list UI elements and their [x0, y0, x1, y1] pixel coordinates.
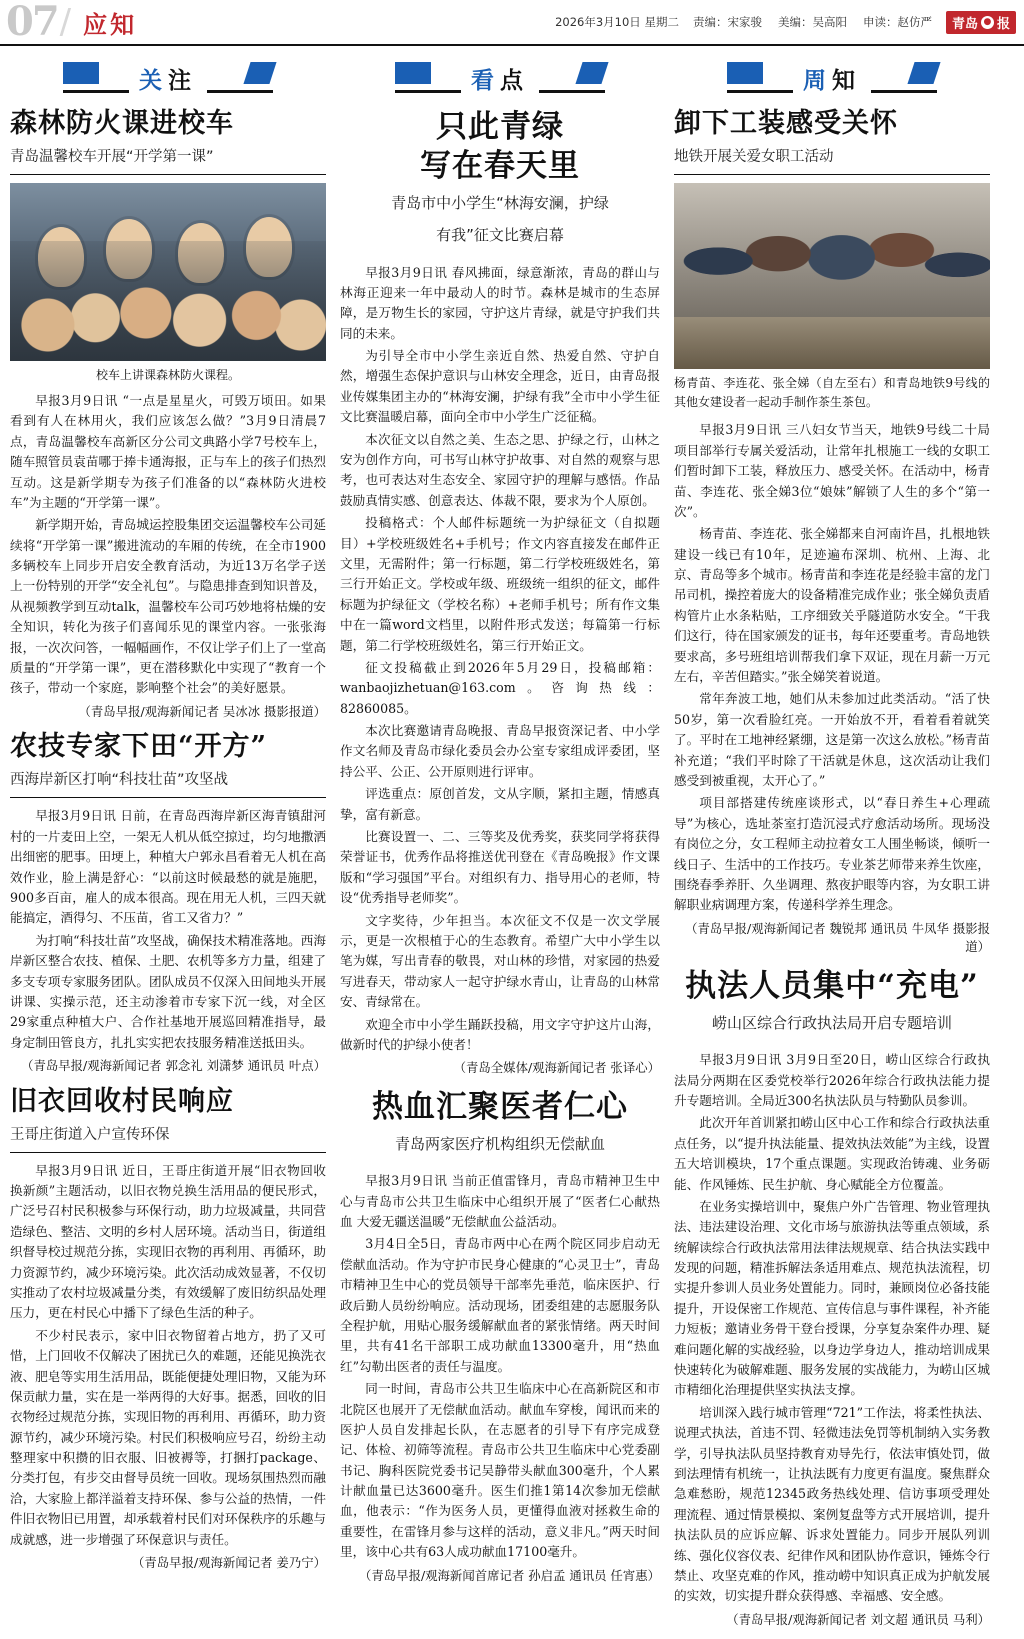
middle-article2-byline: （青岛早报/观海新闻首席记者 孙启孟 通讯员 任宵惠） — [359, 1567, 660, 1583]
middle-article1-subhead-line2: 有我”征文比赛启幕 — [436, 226, 564, 244]
left-article1-subhead: 青岛温馨校车开展“开学第一课” — [10, 147, 326, 175]
middle-article1-paragraph-10: 欢迎全市中小学生踊跃投稿，用文字守护这片山海，做新时代的护绿小使者！ — [340, 1016, 660, 1052]
ribbon-block-left-icon — [395, 62, 431, 84]
credit-proofreader: 申读：赵仿严 — [862, 15, 932, 29]
editor-credits — [693, 14, 932, 30]
left-article2-paragraph-2: 为打响“科技壮苗”攻坚战，确保技术精准落地。西海岸新区整合农技、植保、土肥、农机等多方力量，组建了多支专项专家服务团队。团队成员不仅深入田间地头开展讲课、实操示范，还主动渗着市专家下沉一线，对全区29家重点种植大户、合作社基地开展巡回精准指导，最身定制田管良方，扎扎实实把农技服务精准送抵田头。 — [10, 932, 326, 1050]
middle-article1-headline-line1: 只此青绿 — [436, 109, 564, 145]
left-article2-byline: （青岛早报/观海新闻记者 郭念礼 刘潇梦 通讯员 叶点） — [21, 1058, 326, 1074]
left-article2-paragraph-1: 早报3月9日讯 日前，在青岛西海岸新区海青镇甜河村的一片麦田上空，一架无人机从低空掠过，均匀地撒洒出细密的肥事。田埂上，种植大户郭永昌看着无人机在高效作业，脸上满是舒心：“以前这时候最愁的就是施肥，900多百亩，雇人的成本很高。现在用无人机，三四天就能搞定，酒得匀、不压苗，省工又省力？” — [10, 808, 326, 926]
credit-designer: 美编：吴高阳 — [777, 15, 847, 29]
right-article2-paragraph-3: 在业务实操培训中，聚焦户外广告管理、物业管理执法、违法建设治理、文化市场与旅游执法等重点领域，系统解读综合行政执法常用法律法规规章、结合执法实践中发现的问题，精准拆解法条适用难点、规范执法流程，切实提升参训人员业务处置能力。同时，兼顾岗位必备技能提升，开设保密工作规范、宣传信息与事件课程，补齐能力短板；邀请业务骨干登台授课，分享复杂案件办理、疑难问题化解的实战经验，以身边学身边人，推动培训成果快速转化为破解难题、服务发展的实战能力，为崂山区城市精细化治理提供坚实执法支撑。 — [674, 1198, 990, 1398]
middle-article1-paragraph-5: 征文投稿截止到2026年5月29日，投稿邮箱：wanbaojizhetuan@163.com。咨询热线：82860085。 — [340, 659, 660, 716]
ribbon-left — [10, 58, 326, 98]
middle-article2-paragraph-1: 早报3月9日讯 当前正值雷锋月，青岛市精神卫生中心与青岛市公共卫生临床中心组织开展了“医者仁心献热血 大爱无疆送温暖”无偿献血公益活动。 — [340, 1173, 660, 1229]
left-article2-subhead: 西海岸新区打响“科技壮苗”攻坚战 — [10, 770, 326, 798]
left-article3-byline: （青岛早报/观海新闻记者 姜乃宁） — [132, 1555, 326, 1571]
masthead-meta — [555, 11, 1024, 34]
right-article1-paragraph-4: 项目部搭建传统座谈形式，以“春日养生+心理疏导”为核心，选址茶室打造沉浸式疗愈活动场所。现场没有岗位之分，女工程师主动拉着女工人围坐畅谈，倾听一线日子、生活中的工作技巧。专业茶艺师带来养生饮座，围绕春季养肝、久坐调理、熬夜护眼等内容，为女职工讲解职业病调理方案，传递科学养生理念。 — [674, 795, 990, 913]
left-article3-paragraph-1: 早报3月9日讯 近日，王哥庄街道开展“旧衣物回收换新颜”主题活动，以旧衣物兑换生活用品的便民形式，广泛号召村民积极参与环保行动，助力垃圾减量，共同营造绿色、整洁、文明的乡村人居环境。活动当日，街道组织督导校过规范分拣，实现旧衣物的再利用、再循环，助力资源节约，减少环境污染。此次活动成效显著，不仅切实推动了农村垃圾减量分类，有效缓解了废旧纺织品处理压力，更在村民心中播下了绿色生活的种子。 — [10, 1162, 326, 1321]
masthead-slash: / — [59, 2, 72, 42]
ribbon-middle — [340, 58, 660, 98]
middle-article1-paragraph-8: 比赛设置一、二、三等奖及优秀奖，获奖同学将获得荣誉证书，优秀作品将推送优刊登在《青岛晚报》作文课版和“学习强国”平台。对组织有力、指导用心的老师，特设“优秀指导老师奖”。 — [340, 829, 660, 906]
left-article3-headline: 旧衣回收村民响应 — [10, 1085, 234, 1117]
masthead — [0, 0, 1024, 46]
ribbon-block-left-icon — [727, 62, 763, 84]
left-article1-paragraph-1: 早报3月9日讯 “一点是星星火，可毁万顷田。如果看到有人在林用火，我们应该怎么做？”3月9日清晨7点，青岛温馨校车高新区分公司文典路小学7号校车上，随车照管员袁苗哪于捧卡通海报，正与车上的孩子们热烈互动。这是新学期专为孩子们准备的以“森林防火进校车”为主题的“开学第一课”。 — [10, 392, 326, 510]
right-article1-paragraph-3: 常年奔波工地，她们从未参加过此类活动。“活了快50岁，第一次看脸红亮。一开始放不开，看着看着就笑了。平时在工地神经紧绷，这是第一次这么放松。”杨青苗补充道；“我们平时除了干活就是休息，这次活动让我们感受到被重视，太开心了。” — [674, 691, 990, 788]
ribbon-middle-text — [461, 62, 539, 95]
middle-article1-paragraph-7: 评选重点：原创首发，文从字顺，紧扣主题，情感真挚，富有新意。 — [340, 786, 660, 822]
ribbon-right-rest: 知 — [832, 67, 861, 94]
middle-article2-paragraph-2: 3月4日全5日，青岛市两中心在两个院区同步启动无偿献血活动。作为守护市民身心健康的“心灵卫士”，青岛市精神卫生中心的党员领导干部率先垂范，临床医护、行政后勤人员纷纷响应。活动现场，团委组建的志愿服务队全程护航，用贴心服务缓解献血者的紧张情绪。两天时间里，共有41名干部职工成功献血13300毫升，用“热血红”勾勒出医者的责任与温度。 — [340, 1236, 660, 1374]
page-body — [0, 46, 1024, 1639]
right-article2-paragraph-4: 培训深入践行城市管理“721”工作法，将柔性执法、说理式执法，首违不罚、轻微违法免罚等机制纳入实务教学，引导执法队员坚持教育劝导先行，依法审慎处罚，做到法理情有机统一，让执法既有力度更有温度。聚焦群众急难愁盼，规范12345政务热线处理、信访事项受理处理流程、通过情景模拟、案例复盘等方式开展培训，提升执法队员的应诉应解、诉求处置能力。同步开展队列训练、强化仪容仪表、纪律作风和团队协作意识，锤炼令行禁止、攻坚克难的作风，推动崂中知识真正成为护航发展的实效，切实提升群众获得感、幸福感、安全感。 — [674, 1404, 990, 1604]
middle-article1-paragraph-1: 早报3月9日讯 春风拂面，绿意渐浓，青岛的群山与林海正迎来一年中最动人的时节。森林是城市的生态屏障，是万物生长的家园，守护这片青绿，就是守护我们共同的未来。 — [340, 264, 660, 341]
ribbon-right-emphasis: 周 — [803, 67, 832, 94]
right-article2-paragraph-2: 此次开年首训紧扣崂山区中心工作和综合行政执法重点任务，以“提升执法能量、提效执法效能”为主线，设置五大培训模块，17个重点课题。实现政治铸魂、业务砺能、作风锤炼、民生护航、身心赋能全方位覆盖。 — [674, 1115, 990, 1192]
right-article1-paragraph-2: 杨青苗、李连花、张全娣都来自河南许昌，扎根地铁建设一线已有10年，足迹遍布深圳、杭州、上海、北京、青岛等多个城市。杨青苗和李连花是经验丰富的龙门吊司机，操控着庞大的设备精准完成作业；张全娣负责盾构管片止水条粘贴，工序细致关乎隧道防水安全。“干我们这行，待在国家颁发的证书，每年还要重考。青岛地铁要求高，多号班组培训帮我们拿下双证，现在月薪一万元左右，辛苦但踏实。”张全娣笑着说道。 — [674, 526, 990, 685]
photo-school-bus — [10, 183, 326, 361]
section-label: 应知 — [77, 5, 143, 40]
ribbon-left-rest: 注 — [168, 67, 197, 94]
middle-article2-headline: 热血汇聚医者仁心 — [372, 1088, 628, 1125]
middle-article1-byline: （青岛全媒体/观海新闻记者 张译心） — [453, 1060, 660, 1076]
right-article1-photo-caption: 杨青苗、李连花、张全娣（自左至右）和青岛地铁9号线的其他女建设者一起动手制作茶生茶包。 — [674, 375, 990, 410]
logo-text-right: 报 — [996, 16, 1010, 32]
column-left — [10, 52, 326, 1639]
ribbon-right-text — [793, 62, 871, 95]
ribbon-middle-rest: 点 — [500, 67, 529, 94]
middle-article1-paragraph-4: 投稿格式：个人邮件标题统一为护绿征文（自拟题目）+学校班级姓名+手机号；作文内容直接发在邮件正文里，无需附件；第一行标题，第二行学校班级姓名，第三行开始正文。学校或年级、班级统一组织的征文，邮件标题为护绿征文（学校名称）+老师手机号；所有作文集中在一篇word文档里，以附件形式发送；每篇第一行标题，第二行学校班级姓名，第三行开始正文。 — [340, 515, 660, 653]
logo-dot-icon: ● — [981, 16, 994, 29]
right-article2-byline: （青岛早报/观海新闻记者 刘文超 通讯员 马利） — [726, 1611, 990, 1627]
right-article1-subhead: 地铁开展关爱女职工活动 — [674, 147, 990, 175]
right-article2-headline: 执法人员集中“充电” — [685, 967, 979, 1004]
middle-article2-subhead: 青岛两家医疗机构组织无偿献血 — [394, 1134, 605, 1153]
column-middle — [340, 52, 660, 1639]
middle-article2-paragraph-3: 同一时间，青岛市公共卫生临床中心在高新院区和市北院区也展开了无偿献血活动。献血车穿梭，闻讯而来的医护人员自发排起长队，在志愿者的引导下有序完成登记、体检、初筛等流程。青岛市公共卫生临床中心党委副书记、胸科医院党委书记吴静带头献血300毫升，个人累计献血量已达3600毫升。医生们推1第14次参加无偿献血，他表示：“作为医务人员，更懂得血液对拯救生命的重要性，在雷锋月参与这样的活动，意义非凡。”两天时间里，该中心共有63人成功献血17100毫升。 — [340, 1381, 660, 1560]
left-article1-byline: （青岛早报/观海新闻记者 吴冰冰 摄影报道） — [78, 703, 326, 719]
middle-article1-subhead-line1: 青岛市中小学生“林海安澜，护绿 — [391, 193, 609, 212]
left-article1-photo-caption: 校车上讲课森林防火课程。 — [95, 367, 240, 382]
middle-article1-paragraph-3: 本次征文以自然之美、生态之思、护绿之行，山林之安为创作方向，可书写山林守护故事、对自然的观察与思考，也可表达对生态安全、家园守护的理解与感悟。作品鼓励真情实感、创意表达、体裁不限，要求为个人原创。 — [340, 431, 660, 508]
ribbon-left-text — [129, 62, 207, 95]
right-article2-subhead: 崂山区综合行政执法局开启专题培训 — [711, 1013, 952, 1032]
middle-article1-headline-line2: 写在春天里 — [420, 147, 580, 184]
logo-text-left: 青岛 — [951, 16, 978, 32]
ribbon-right — [674, 58, 990, 98]
ribbon-middle-emphasis: 看 — [471, 67, 500, 94]
page-number: 07 — [6, 0, 58, 45]
right-article1-headline: 卸下工装感受关怀 — [674, 108, 898, 139]
right-article1-byline: （青岛早报/观海新闻记者 魏锐邦 通讯员 牛凤华 摄影报道） — [685, 920, 990, 955]
right-article1-paragraph-1: 早报3月9日讯 三八妇女节当天，地铁9号线二十局项目部举行专属关爱活动，让常年扎根施工一线的女职工们暂时卸下工装，释放压力、感受关怀。在活动中，杨青苗、李连花、张全娣3位“娘妹”解锁了人生的多个“第一次”。 — [674, 422, 990, 519]
middle-article1-paragraph-2: 为引导全市中小学生亲近自然、热爱自然、守护自然，增强生态保护意识与山林安全理念，近日，由青岛报业传媒集团主办的“林海安澜，护绿有我”全市中小学生征文比赛温暖启幕，面向全市中小学生广泛征稿。 — [340, 348, 660, 425]
ribbon-block-left-icon — [63, 62, 99, 84]
left-article1-headline: 森林防火课进校车 — [10, 108, 234, 139]
photo-women-workers — [674, 183, 990, 369]
left-article3-subhead: 王哥庄街道入户宣传环保 — [10, 1125, 326, 1153]
right-article2-paragraph-1: 早报3月9日讯 3月9日至20日，崂山区综合行政执法局分两期在区委党校举行2026年综合行政执法能力提升专题培训。全局近300名执法队员与特勤队员参训。 — [674, 1052, 990, 1108]
middle-article1-paragraph-6: 本次比赛邀请青岛晚报、青岛早报资深记者、中小学作文名师及青岛市绿化委员会办公室专家组成评委团，坚持公平、公正、公开原则进行评审。 — [340, 723, 660, 779]
photo-table — [674, 317, 990, 369]
left-article1-paragraph-2: 新学期开始，青岛城运控股集团交运温馨校车公司延续将“开学第一课”搬进流动的车厢的传统，在全市1900多辆校车上同步开启安全教育活动，为近13万名学子送上一份特别的开学“安全礼包”。与隐患排查到知识普及，从视频教学到互动talk，温馨校车公司巧妙地将枯燥的安全知识，转化为孩子们喜闻乐见的课堂内容。一张张海报，一次次问答，一幅幅画作，不仅让学子们上了一堂高质量的“开学第一课”，更在潜移默化中实现了“教育一个孩子，带动一个家庭，影响整个社会”的美好愿景。 — [10, 517, 326, 696]
ribbon-left-emphasis: 关 — [139, 67, 168, 94]
credit-editor: 责编：宋家骏 — [692, 15, 762, 29]
newspaper-logo — [946, 11, 1016, 34]
left-article2-headline: 农技专家下田“开方” — [10, 731, 268, 763]
column-right — [674, 52, 990, 1639]
left-article3-paragraph-2: 不少村民表示，家中旧衣物留着占地方，扔了又可惜，上门回收不仅解决了困扰已久的难题，还能见换洗衣液、肥皂等实用生活用品，既能便捷处理旧物，又能为环保贡献力量，实在是一举两得的大好事。据悉，回收的旧衣物经过规范分拣，实现旧物的再利用、再循环，助力资源节约，减少环境污染。村民们积极响应号召，纷纷主动整理家中积攒的旧衣服、旧被褥等，打捆打package、分类打包，有步交由督导员统一回收。现场氛围热烈而融洽，大家脸上都洋溢着支持环保、参与公益的热情，一件件旧衣物旧已用置，却承载着村民们对环保秩序的乐趣与成就感，进一步增强了环保意识与责任。 — [10, 1327, 326, 1547]
publication-date: 2026年3月10日 星期二 — [555, 15, 679, 29]
middle-article1-paragraph-9: 文字奖待，少年担当。本次征文不仅是一次文学展示，更是一次根植于心的生态教育。希望广大中小学生以笔为媒，写出青春的敬畏，对山林的珍惜，对家园的热爱写进春天，带动家人一起守护绿水青山，让青岛的山林常安、青绿常在。 — [340, 912, 660, 1010]
